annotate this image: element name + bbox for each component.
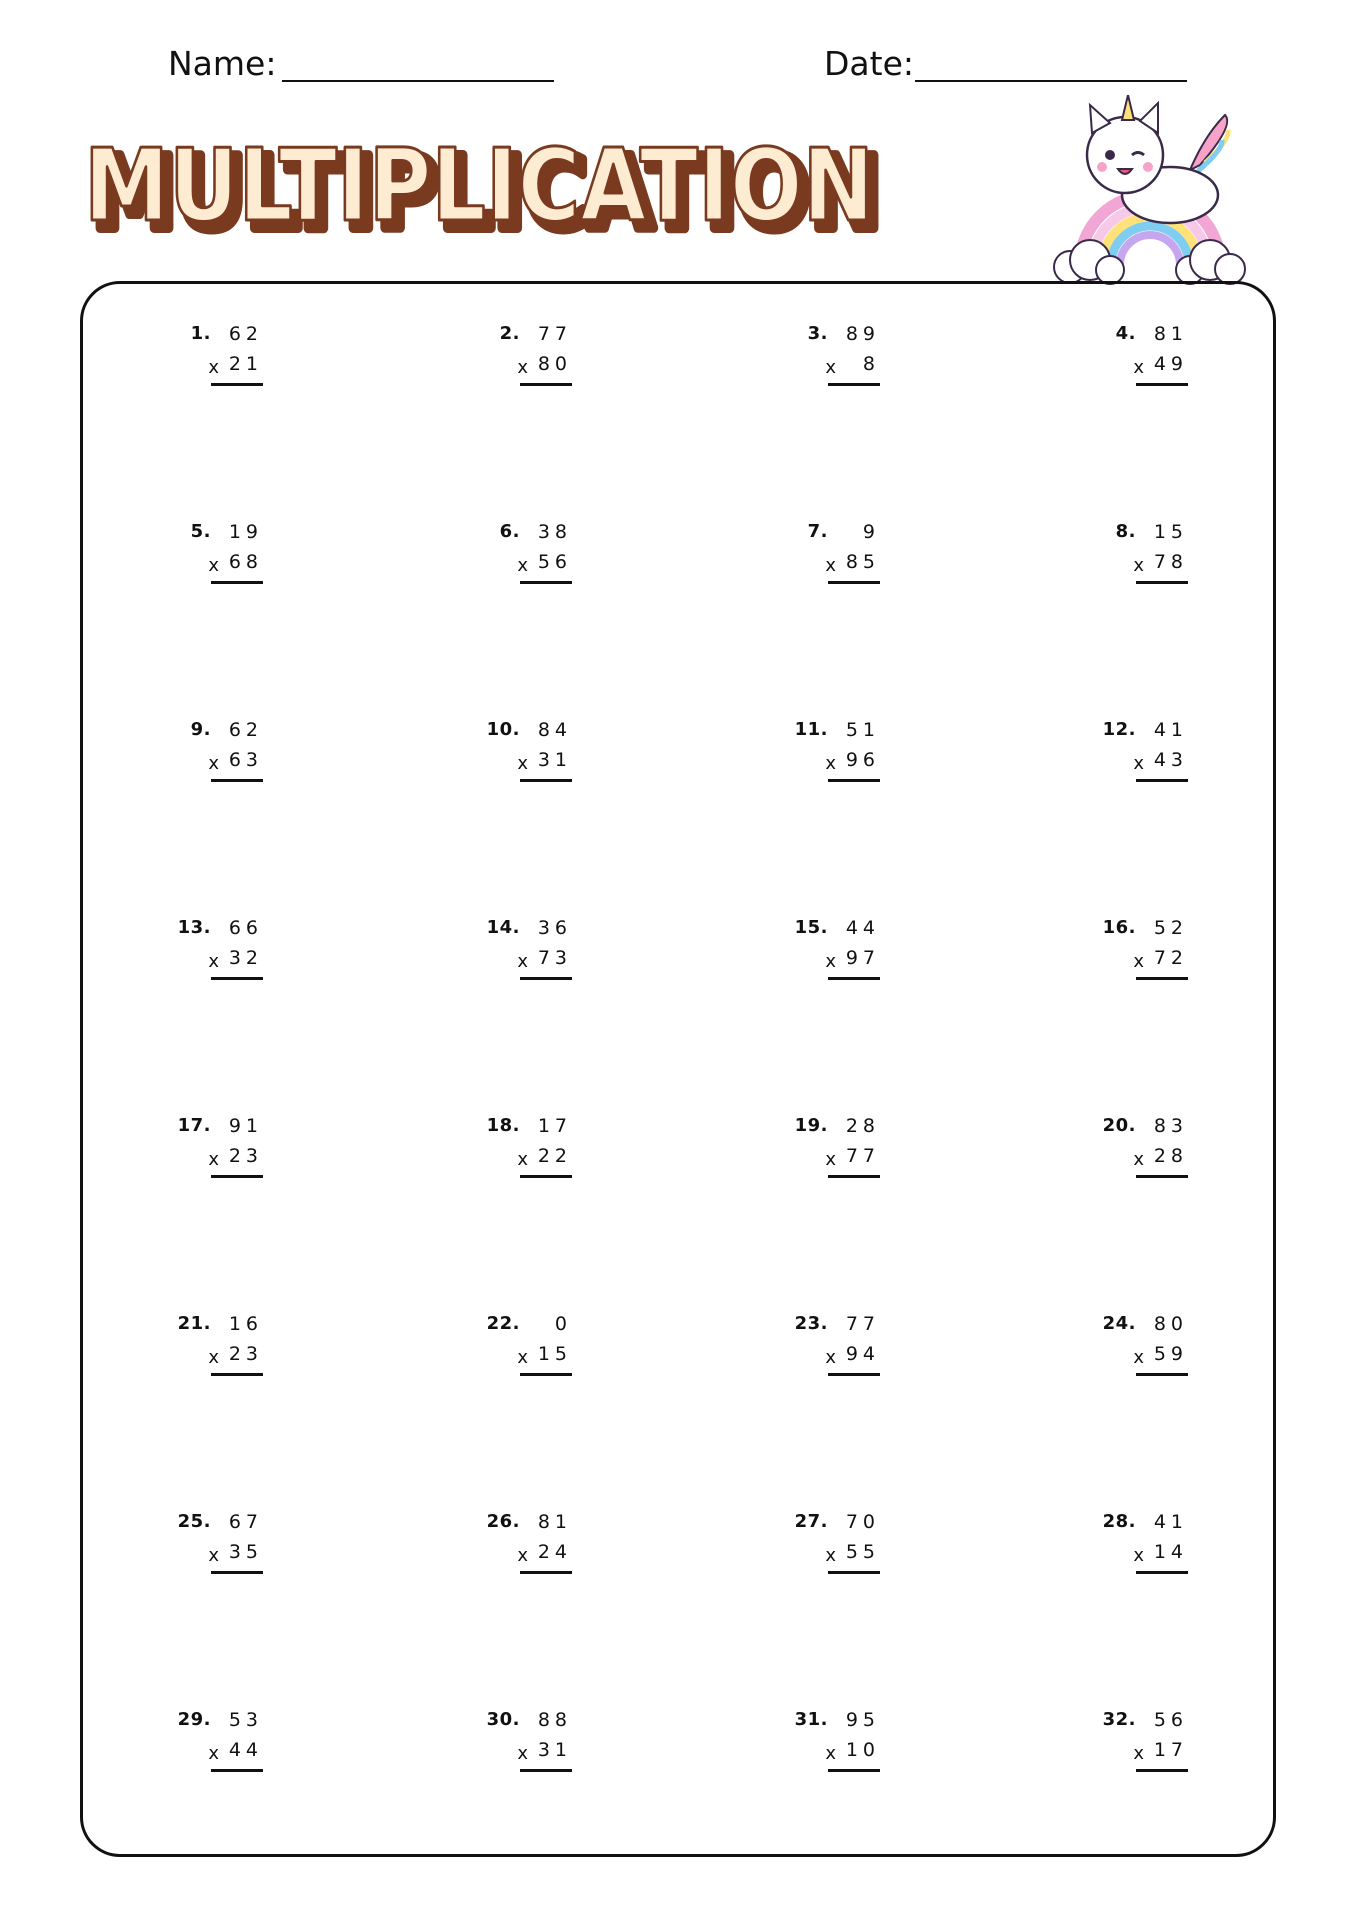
problem-1 [123, 323, 263, 393]
problem-number: 5. [190, 521, 211, 542]
multiplier: 21 [228, 353, 263, 375]
answer-line[interactable] [520, 1571, 572, 1574]
multiplicand: 84 [537, 719, 572, 741]
answer-line[interactable] [211, 1769, 263, 1772]
times-sign: x [208, 555, 219, 576]
times-sign: x [825, 753, 836, 774]
problem-10 [432, 719, 572, 789]
problem-number: 22. [486, 1313, 520, 1334]
answer-line[interactable] [520, 581, 572, 584]
multiplier: 55 [845, 1541, 880, 1563]
times-sign: x [517, 753, 528, 774]
multiplicand: 16 [228, 1313, 263, 1335]
times-sign: x [1133, 555, 1144, 576]
problem-number: 18. [486, 1115, 520, 1136]
multiplicand: 95 [845, 1709, 880, 1731]
problem-18 [432, 1115, 572, 1185]
answer-line[interactable] [1136, 977, 1188, 980]
problem-number: 29. [177, 1709, 211, 1730]
multiplier: 31 [537, 1739, 572, 1761]
problem-number: 25. [177, 1511, 211, 1532]
multiplier: 78 [1153, 551, 1188, 573]
multiplicand: 41 [1153, 719, 1188, 741]
multiplier: 49 [1153, 353, 1188, 375]
multiplier: 22 [537, 1145, 572, 1167]
multiplicand: 17 [537, 1115, 572, 1137]
times-sign: x [517, 1149, 528, 1170]
multiplier: 28 [1153, 1145, 1188, 1167]
multiplicand: 77 [845, 1313, 880, 1335]
problem-9 [123, 719, 263, 789]
problem-31 [740, 1709, 880, 1779]
times-sign: x [825, 1347, 836, 1368]
page-title [80, 120, 900, 260]
problem-number: 30. [486, 1709, 520, 1730]
multiplicand: 77 [537, 323, 572, 345]
multiplicand: 28 [845, 1115, 880, 1137]
multiplicand: 0 [554, 1313, 572, 1335]
problem-number: 26. [486, 1511, 520, 1532]
times-sign: x [208, 1545, 219, 1566]
problem-6 [432, 521, 572, 591]
problem-number: 19. [794, 1115, 828, 1136]
multiplier: 63 [228, 749, 263, 771]
multiplicand: 67 [228, 1511, 263, 1533]
multiplier: 96 [845, 749, 880, 771]
problem-8 [1048, 521, 1188, 591]
multiplier: 15 [537, 1343, 572, 1365]
problems-panel [80, 281, 1276, 1857]
problem-number: 1. [190, 323, 211, 344]
times-sign: x [517, 1545, 528, 1566]
answer-line[interactable] [828, 1769, 880, 1772]
times-sign: x [208, 357, 219, 378]
times-sign: x [1133, 357, 1144, 378]
multiplicand: 52 [1153, 917, 1188, 939]
problem-number: 10. [486, 719, 520, 740]
times-sign: x [1133, 1743, 1144, 1764]
problem-number: 8. [1115, 521, 1136, 542]
problem-number: 13. [177, 917, 211, 938]
times-sign: x [1133, 1347, 1144, 1368]
problem-26 [432, 1511, 572, 1581]
times-sign: x [517, 1347, 528, 1368]
answer-line[interactable] [1136, 1373, 1188, 1376]
answer-line[interactable] [211, 1571, 263, 1574]
problem-24 [1048, 1313, 1188, 1383]
answer-line[interactable] [211, 1373, 263, 1376]
answer-line[interactable] [1136, 1175, 1188, 1178]
times-sign: x [825, 555, 836, 576]
unicorn-cat-mascot-icon [1030, 95, 1250, 295]
answer-line[interactable] [211, 977, 263, 980]
multiplicand: 83 [1153, 1115, 1188, 1137]
multiplier: 35 [228, 1541, 263, 1563]
answer-line[interactable] [828, 779, 880, 782]
problem-number: 3. [807, 323, 828, 344]
problem-4 [1048, 323, 1188, 393]
problem-27 [740, 1511, 880, 1581]
multiplier: 80 [537, 353, 572, 375]
multiplicand: 19 [228, 521, 263, 543]
multiplier: 10 [845, 1739, 880, 1761]
times-sign: x [1133, 753, 1144, 774]
multiplicand: 66 [228, 917, 263, 939]
multiplicand: 53 [228, 1709, 263, 1731]
answer-line[interactable] [520, 1769, 572, 1772]
problem-32 [1048, 1709, 1188, 1779]
problem-20 [1048, 1115, 1188, 1185]
multiplicand: 38 [537, 521, 572, 543]
multiplier: 23 [228, 1145, 263, 1167]
problem-22 [432, 1313, 572, 1383]
multiplicand: 81 [1153, 323, 1188, 345]
problem-15 [740, 917, 880, 987]
name-label: Name: [168, 44, 277, 83]
problem-25 [123, 1511, 263, 1581]
problem-number: 20. [1102, 1115, 1136, 1136]
multiplicand: 80 [1153, 1313, 1188, 1335]
date-line[interactable] [915, 80, 1187, 82]
multiplicand: 56 [1153, 1709, 1188, 1731]
answer-line[interactable] [520, 977, 572, 980]
times-sign: x [825, 1545, 836, 1566]
multiplier: 73 [537, 947, 572, 969]
problem-number: 6. [499, 521, 520, 542]
times-sign: x [208, 951, 219, 972]
multiplicand: 9 [862, 521, 880, 543]
multiplicand: 15 [1153, 521, 1188, 543]
answer-line[interactable] [828, 383, 880, 386]
multiplicand: 44 [845, 917, 880, 939]
problem-number: 11. [794, 719, 828, 740]
multiplier: 8 [862, 353, 880, 375]
answer-line[interactable] [520, 383, 572, 386]
problem-5 [123, 521, 263, 591]
multiplicand: 88 [537, 1709, 572, 1731]
problem-number: 16. [1102, 917, 1136, 938]
times-sign: x [208, 753, 219, 774]
multiplier: 24 [537, 1541, 572, 1563]
times-sign: x [1133, 1545, 1144, 1566]
multiplier: 23 [228, 1343, 263, 1365]
multiplier: 72 [1153, 947, 1188, 969]
page-title-shadow: MULTIPLICATION [92, 135, 882, 252]
multiplier: 32 [228, 947, 263, 969]
multiplicand: 89 [845, 323, 880, 345]
answer-line[interactable] [1136, 1571, 1188, 1574]
multiplicand: 62 [228, 719, 263, 741]
times-sign: x [517, 1743, 528, 1764]
times-sign: x [208, 1743, 219, 1764]
problem-number: 4. [1115, 323, 1136, 344]
answer-line[interactable] [211, 383, 263, 386]
answer-line[interactable] [828, 581, 880, 584]
problem-number: 2. [499, 323, 520, 344]
problem-number: 32. [1102, 1709, 1136, 1730]
multiplier: 68 [228, 551, 263, 573]
problem-number: 23. [794, 1313, 828, 1334]
problem-7 [740, 521, 880, 591]
problem-13 [123, 917, 263, 987]
name-line[interactable] [282, 80, 554, 82]
multiplier: 77 [845, 1145, 880, 1167]
problem-number: 21. [177, 1313, 211, 1334]
multiplicand: 51 [845, 719, 880, 741]
problem-11 [740, 719, 880, 789]
answer-line[interactable] [520, 779, 572, 782]
problem-19 [740, 1115, 880, 1185]
problem-number: 27. [794, 1511, 828, 1532]
page-title-text: MULTIPLICATION [84, 127, 874, 244]
multiplier: 94 [845, 1343, 880, 1365]
multiplier: 85 [845, 551, 880, 573]
times-sign: x [208, 1149, 219, 1170]
problem-number: 7. [807, 521, 828, 542]
problem-16 [1048, 917, 1188, 987]
multiplier: 43 [1153, 749, 1188, 771]
multiplier: 44 [228, 1739, 263, 1761]
answer-line[interactable] [1136, 383, 1188, 386]
problem-number: 15. [794, 917, 828, 938]
multiplicand: 62 [228, 323, 263, 345]
times-sign: x [825, 1743, 836, 1764]
answer-line[interactable] [1136, 779, 1188, 782]
multiplier: 14 [1153, 1541, 1188, 1563]
answer-line[interactable] [828, 977, 880, 980]
times-sign: x [825, 357, 836, 378]
problem-14 [432, 917, 572, 987]
problem-number: 24. [1102, 1313, 1136, 1334]
times-sign: x [1133, 951, 1144, 972]
answer-line[interactable] [1136, 581, 1188, 584]
problem-12 [1048, 719, 1188, 789]
times-sign: x [517, 555, 528, 576]
problem-28 [1048, 1511, 1188, 1581]
multiplicand: 36 [537, 917, 572, 939]
problem-23 [740, 1313, 880, 1383]
times-sign: x [1133, 1149, 1144, 1170]
problem-2 [432, 323, 572, 393]
times-sign: x [517, 951, 528, 972]
date-label: Date: [824, 44, 914, 83]
problem-30 [432, 1709, 572, 1779]
answer-line[interactable] [828, 1175, 880, 1178]
times-sign: x [825, 1149, 836, 1170]
problem-17 [123, 1115, 263, 1185]
problem-number: 9. [190, 719, 211, 740]
answer-line[interactable] [828, 1571, 880, 1574]
answer-line[interactable] [828, 1373, 880, 1376]
times-sign: x [825, 951, 836, 972]
multiplier: 97 [845, 947, 880, 969]
answer-line[interactable] [1136, 1769, 1188, 1772]
problem-number: 17. [177, 1115, 211, 1136]
multiplier: 59 [1153, 1343, 1188, 1365]
multiplicand: 81 [537, 1511, 572, 1533]
answer-line[interactable] [211, 581, 263, 584]
problem-number: 31. [794, 1709, 828, 1730]
multiplier: 31 [537, 749, 572, 771]
answer-line[interactable] [211, 1175, 263, 1178]
multiplicand: 70 [845, 1511, 880, 1533]
times-sign: x [517, 357, 528, 378]
problem-number: 14. [486, 917, 520, 938]
multiplier: 17 [1153, 1739, 1188, 1761]
problem-number: 28. [1102, 1511, 1136, 1532]
answer-line[interactable] [520, 1175, 572, 1178]
times-sign: x [208, 1347, 219, 1368]
multiplicand: 41 [1153, 1511, 1188, 1533]
problem-3 [740, 323, 880, 393]
problem-number: 12. [1102, 719, 1136, 740]
problem-29 [123, 1709, 263, 1779]
multiplicand: 91 [228, 1115, 263, 1137]
problem-21 [123, 1313, 263, 1383]
multiplier: 56 [537, 551, 572, 573]
answer-line[interactable] [211, 779, 263, 782]
answer-line[interactable] [520, 1373, 572, 1376]
